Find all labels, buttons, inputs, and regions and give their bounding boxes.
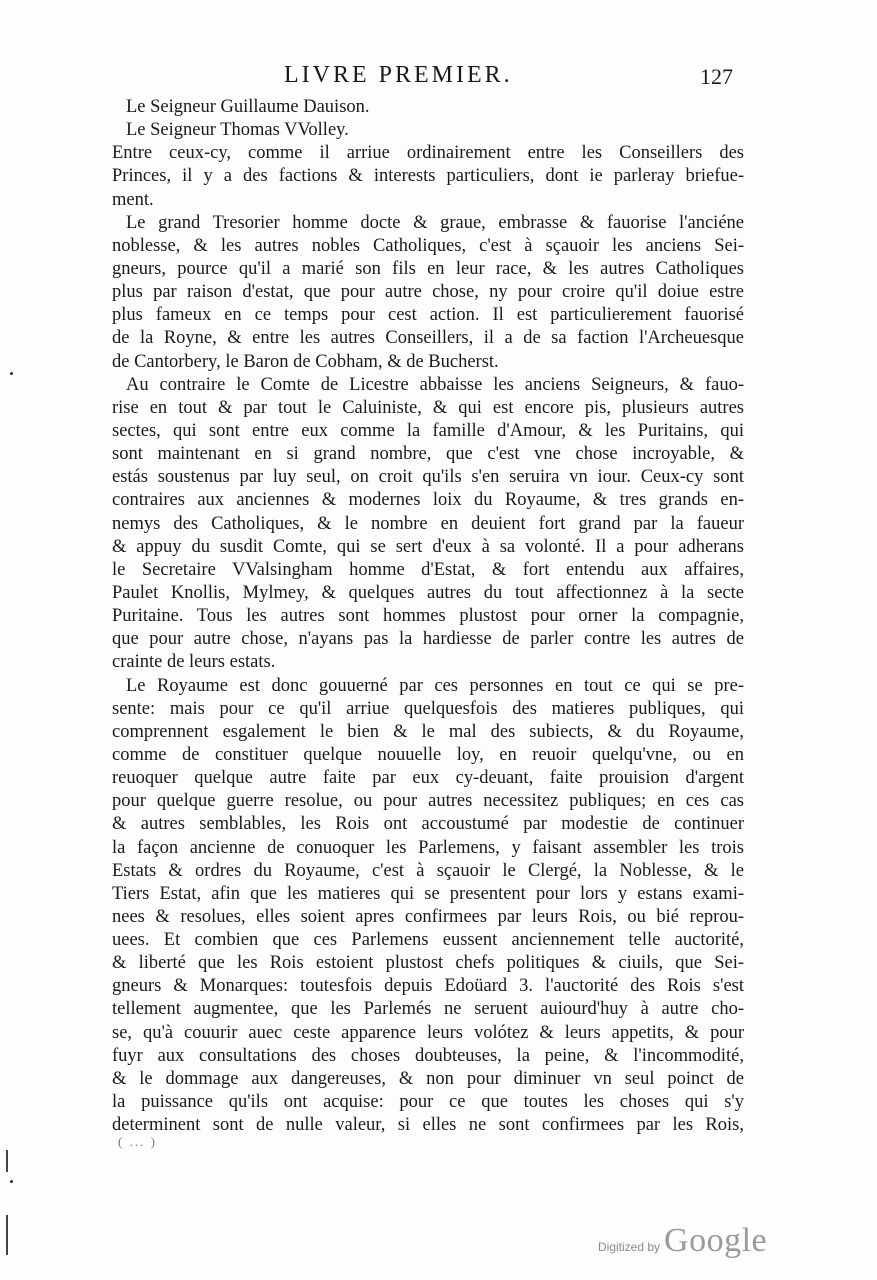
text-line: tellement augmentee, que les Parlemés ne seruent auiourd'huy à autre cho- [112, 999, 744, 1020]
text-line: crainte de leurs estats. [112, 652, 276, 673]
text-line: fuyr aux consultations des choses doubteuses, la peine, & l'incommodité, [112, 1045, 744, 1066]
text-line: determinent sont de nulle valeur, si elles ne sont confirmees par les Rois, [112, 1115, 744, 1136]
text-line: que pour autre chose, n'ayans pas la hardiesse de parler contre les autres de [112, 629, 744, 650]
text-line: noblesse, & les autres nobles Catholiques, c'est à sçauoir les anciens Sei- [112, 235, 744, 256]
text-line: Le Seigneur Guillaume Dauison. [126, 97, 370, 117]
text-line: Entre ceux-cy, comme il arriue ordinairement entre les Conseillers des [112, 143, 744, 164]
text-line: & appuy du susdit Comte, qui se sert d'eux à sa volonté. Il a pour adherans [112, 536, 744, 557]
text-line: la puissance qu'ils ont acquise: pour ce que toutes les choses qui s'y [112, 1092, 744, 1113]
text-line: plus par raison d'estat, que pour autre chose, ny pour croire qu'il doiue estre [112, 282, 744, 303]
text-line: nemys des Catholiques, & le nombre en deuient fort grand par la faueur [112, 513, 744, 534]
text-line: sont maintenant en si grand nombre, que c'est vne chose incroyable, & [112, 444, 744, 465]
margin-dot [10, 1180, 13, 1183]
text-line: uees. Et combien que ces Parlemens eussent anciennement telle auctorité, [112, 930, 744, 951]
text-line: comprennent esgalement le bien & le mal des subiects, & du Royaume, [112, 721, 744, 742]
text-line: Le grand Tresorier homme docte & graue, embrasse & fauorise l'anciéne [126, 212, 744, 233]
text-line: sectes, qui sont entre eux comme la famille d'Amour, & les Puritains, qui [112, 420, 744, 441]
text-line: rise en tout & par tout le Caluiniste, & qui est encore pis, plusieurs autres [112, 397, 744, 418]
text-line: se, qu'à couurir auec ceste apparence leurs volótez & leurs appetits, & pour [112, 1022, 744, 1043]
text-line: Estats & ordres du Royaume, c'est à sçauoir le Clergé, la Noblesse, & le [112, 860, 744, 881]
margin-rule [6, 1150, 8, 1172]
text-line: Paulet Knollis, Mylmey, & quelques autres du tout affectionnez à la secte [112, 582, 744, 603]
text-line: comme de constituer quelque nouuelle loy, en reuoir quelqu'vne, ou en [112, 744, 744, 765]
page-number: 127 [700, 64, 733, 89]
text-line: pour quelque guerre resolue, ou pour autres necessitez publiques; en ces cas [112, 791, 744, 812]
text-line: de la Royne, & entre les autres Conseillers, il a de sa faction l'Archeuesque [112, 328, 744, 349]
text-line: reuoquer quelque autre faite par eux cy-deuant, faite prouision d'argent [112, 768, 744, 789]
text-line: gneurs, pource qu'il a marié son fils en leur race, & les autres Catholiques [112, 258, 744, 279]
google-logo: Google [664, 1222, 768, 1259]
text-line: gneurs & Monarques: toutesfois depuis Edoüard 3. l'auctorité des Rois s'est [112, 976, 744, 997]
text-line: & liberté que les Rois estoient plustost chefs politiques & ciuils, que Sei- [112, 953, 744, 974]
margin-rule [6, 1215, 8, 1255]
text-line: Le Royaume est donc gouuerné par ces personnes en tout ce qui se pre- [126, 675, 744, 696]
text-line: estás soustenus par luy seul, on croit qu'ils s'en seruira vn iour. Ceux-cy sont [112, 467, 744, 488]
text-line: Puritaine. Tous les autres sont hommes plustost pour orner la compagnie, [112, 606, 744, 627]
text-line: contraires aux anciennes & modernes loix du Royaume, & tres grands en- [112, 490, 744, 511]
text-line: Tiers Estat, afin que les matieres qui se presentent pour lors y estans exami- [112, 883, 744, 904]
text-line: sente: mais pour ce qu'il arriue quelquesfois des matieres publiques, qui [112, 698, 744, 719]
catchword: ( ... ) [118, 1134, 157, 1149]
text-line: plus fameux en ce temps pour cest action. Il est particulierement fauorisé [112, 305, 744, 326]
text-line: Princes, il y a des factions & interests particuliers, dont ie parleray briefue- [112, 166, 744, 187]
margin-dot [10, 372, 13, 375]
digitized-label: Digitized by [598, 1240, 661, 1254]
body-text [112, 96, 744, 1137]
text-line: & autres semblables, les Rois ont accoustumé par modestie de continuer [112, 814, 744, 835]
text-line: de Cantorbery, le Baron de Cobham, & de Bucherst. [112, 351, 499, 372]
text-line: nees & resolues, elles soient apres confirmees par leurs Rois, ou bié reprou- [112, 906, 744, 927]
running-title: LIVRE PREMIER. [284, 62, 513, 88]
text-line: & le dommage aux dangereuses, & non pour diminuer vn seul poinct de [112, 1068, 744, 1089]
text-line: Au contraire le Comte de Licestre abbaisse les anciens Seigneurs, & fauo- [126, 374, 744, 395]
digitized-by-google-watermark [598, 1222, 767, 1260]
text-line: ment. [112, 189, 154, 210]
text-line: le Secretaire VValsingham homme d'Estat, & fort entendu aux affaires, [112, 559, 744, 580]
text-line: la façon ancienne de conuoquer les Parlemens, y faisant assembler les trois [112, 837, 744, 858]
text-line: Le Seigneur Thomas VVolley. [126, 120, 349, 141]
